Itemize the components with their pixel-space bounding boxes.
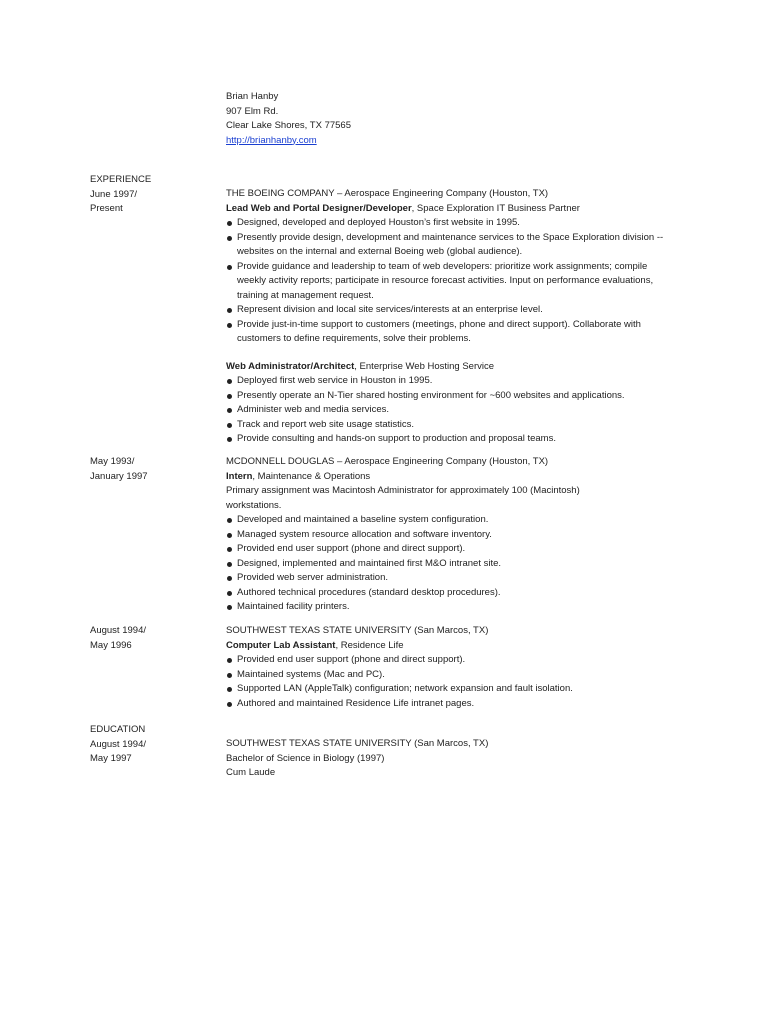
mcdonnell-company: MCDONNELL DOUGLAS – Aerospace Engineering Company (Houston, TX) — [226, 456, 549, 467]
experience-left-column — [90, 173, 215, 217]
list-item: Provide consulting and hands-on support to production and proposal teams. — [226, 432, 666, 447]
swtsu-job-role-title: Computer Lab Assistant — [226, 639, 336, 651]
boeing-role-1-dept: , Space Exploration IT Business Partner — [411, 202, 580, 214]
swtsu-job-dates-start: August 1994/ — [90, 625, 146, 636]
mcdonnell-role-title: Intern — [226, 470, 253, 482]
list-item: Authored and maintained Residence Life intranet pages. — [226, 697, 666, 712]
list-item: Administer web and media services. — [226, 403, 666, 418]
list-item: Developed and maintained a baseline system configuration. — [226, 513, 666, 528]
education-entry — [226, 737, 666, 781]
boeing-role-2-title: Web Administrator/Architect — [226, 360, 355, 372]
list-item: Designed, implemented and maintained first M&O intranet site. — [226, 557, 666, 572]
boeing-role-2-dept: , Enterprise Web Hosting Service — [354, 360, 495, 372]
mcdonnell-dates-start: May 1993/ — [90, 456, 135, 467]
list-item: Provided web server administration. — [226, 571, 666, 586]
education-left-column — [90, 723, 215, 767]
education-dates-start: August 1994/ — [90, 738, 146, 750]
contact-header — [226, 90, 351, 148]
swtsu-job-dates — [90, 624, 215, 653]
list-item: Managed system resource allocation and software inventory. — [226, 528, 666, 543]
boeing-dates-end: Present — [90, 203, 123, 214]
mcdonnell-entry — [226, 455, 666, 615]
website-link[interactable]: http://brianhanby.com — [226, 134, 317, 146]
list-item: Represent division and local site services/interests at an enterprise level. — [226, 303, 666, 318]
list-item: Presently provide design, development and maintenance services to the Space Exploration division -- websites on the internal and external Boeing web (global audience). — [226, 231, 666, 260]
boeing-role-1-heading — [226, 202, 666, 217]
boeing-dates-start: June 1997/ — [90, 188, 138, 200]
swtsu-job-dates-end: May 1996 — [90, 639, 132, 651]
list-item: Presently operate an N-Tier shared hosting environment for ~600 websites and applications. — [226, 389, 666, 404]
education-school: SOUTHWEST TEXAS STATE UNIVERSITY (San Marcos, TX) — [226, 738, 489, 749]
candidate-name: Brian Hanby — [226, 91, 279, 102]
list-item: Track and report web site usage statistics. — [226, 418, 666, 433]
boeing-company: THE BOEING COMPANY – Aerospace Engineering Company (Houston, TX) — [226, 188, 549, 199]
education-dates-end: May 1997 — [90, 753, 132, 764]
swtsu-job-company: SOUTHWEST TEXAS STATE UNIVERSITY (San Marcos, TX) — [226, 625, 489, 636]
boeing-role-1-title: Lead Web and Portal Designer/Developer — [226, 202, 412, 214]
mcdonnell-role-heading — [226, 470, 666, 485]
address-line-2: Clear Lake Shores, TX 77565 — [226, 120, 351, 131]
experience-heading: EXPERIENCE — [90, 174, 152, 185]
boeing-role-2-heading — [226, 360, 666, 375]
list-item: Maintained facility printers. — [226, 600, 666, 615]
boeing-entry — [226, 187, 666, 447]
education-honors: Cum Laude — [226, 767, 276, 778]
list-item: Provided end user support (phone and direct support). — [226, 542, 666, 557]
boeing-role-1-bullets — [226, 216, 666, 347]
swtsu-job-entry — [226, 624, 666, 711]
swtsu-job-role-dept: , Residence Life — [335, 639, 404, 651]
education-degree: Bachelor of Science in Biology (1997) — [226, 752, 385, 764]
list-item: Designed, developed and deployed Houston’s first website in 1995. — [226, 216, 666, 231]
mcdonnell-dates-end: January 1997 — [90, 470, 148, 482]
list-item: Deployed first web service in Houston in 1995. — [226, 374, 666, 389]
mcdonnell-dates — [90, 455, 215, 484]
education-heading: EDUCATION — [90, 724, 146, 735]
mcdonnell-role-dept: , Maintenance & Operations — [252, 470, 371, 482]
list-item: Supported LAN (AppleTalk) configuration; network expansion and fault isolation. — [226, 682, 666, 697]
list-item: Provide guidance and leadership to team of web developers: prioritize work assignments; compile weekly activity reports; participate in resource forecast activities. Input on performance evaluations, training at management request. — [226, 260, 666, 304]
list-item: Provide just-in-time support to customers (meetings, phone and direct support). Collaborate with customers to define requirements, solve their problems. — [226, 318, 666, 347]
boeing-role-2-bullets — [226, 374, 666, 447]
list-item: Maintained systems (Mac and PC). — [226, 668, 666, 683]
mcdonnell-summary: Primary assignment was Macintosh Administrator for approximately 100 (Macintosh) workstations. — [226, 485, 580, 511]
list-item: Authored technical procedures (standard desktop procedures). — [226, 586, 666, 601]
address-line-1: 907 Elm Rd. — [226, 105, 279, 117]
swtsu-job-bullets — [226, 653, 666, 711]
swtsu-job-role-heading — [226, 639, 666, 654]
list-item: Provided end user support (phone and direct support). — [226, 653, 666, 668]
mcdonnell-bullets — [226, 513, 666, 615]
